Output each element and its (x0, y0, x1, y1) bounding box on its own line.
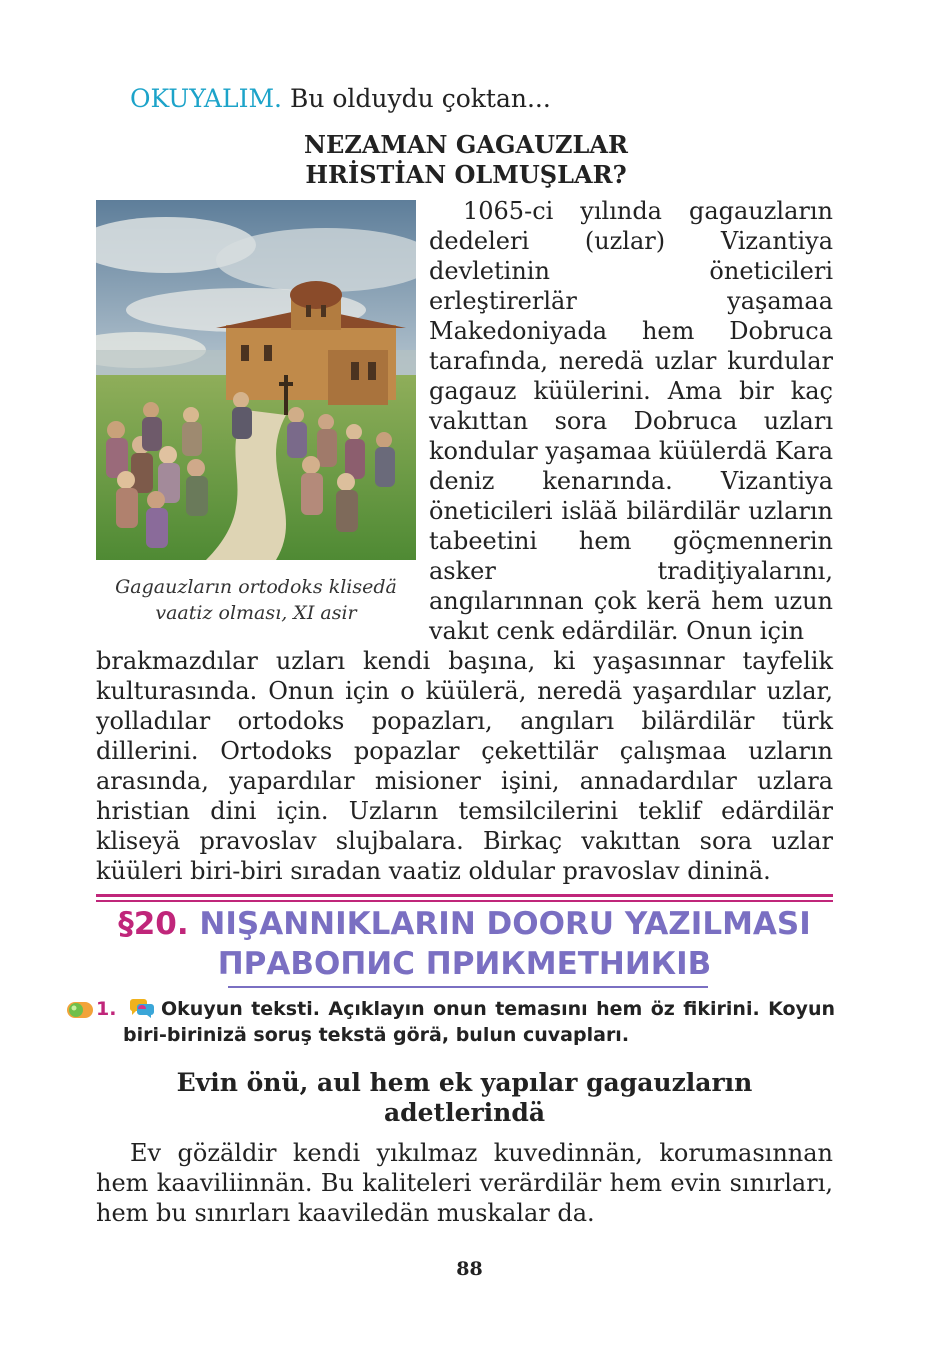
subsection-paragraph-text: Ev gözäldir kendi yıkılmaz kuvedinnän, korumasınnan hem kaaviliinnän. Bu kaliteleri verärdilär hem evin sınırları, hem bu sınırları kaaviledän muskalar da. (96, 1139, 833, 1227)
intro-text: Bu olduydu çoktan... (282, 84, 551, 113)
story-title-line1: NEZAMAN GAGAUZLAR (304, 130, 628, 159)
subsection-title-line1: Evin önü, aul hem ek yapılar gagauzların (176, 1068, 753, 1097)
intro-line (130, 84, 551, 113)
subsection-title (96, 1068, 833, 1128)
section-number: §20. (118, 906, 189, 942)
figure-caption-line1: Gagauzların ortodoks klisedä (115, 576, 397, 598)
story-paragraph-wrapped-text: 1065-ci yılında gagauzların dedeleri (uzlar) Vizantiya devletinin öneticileri erleştirerlär yaşamaa Makedoniyada hem Dobruca tarafında, neredä uzlar kurdular gagauz küülerini. Ama bir kaç vakıttan sora Dobruca uzları kondular yaşamaa küülerdä Kara deniz kenarında. Vizantiya öneticileri isläă bilärdilär uzların tabeetini hem göçmennerin asker tradiţiyalarını, angılarınnan çok kerä hem uzun vakıt cenk edärdilär. Onun için (429, 197, 833, 645)
figure-caption (96, 574, 416, 626)
task-bullet-icon (67, 1001, 93, 1019)
section-heading-underline (228, 986, 708, 988)
section-divider-top (96, 894, 833, 897)
section-title-line2: ПРАВОПИС ПРИКМЕТНИКІВ (217, 946, 712, 982)
intro-label: OKUYALIM. (130, 84, 282, 113)
task-text (123, 996, 835, 1048)
task-number: 1. (96, 998, 117, 1020)
section-divider-bottom (96, 900, 833, 902)
story-title (96, 130, 836, 190)
story-paragraph-full: brakmazdılar uzları kendi başına, ki yaşasınnar tayfelik kulturasında. Onun için o küülerä, neredä yaşardılar uzlar, yolladılar ortodoks popazları, angıları bilärdilär türk dillerini. Ortodoks popazlar çekettilär çalışmaa uzların arasında, yapardılar misioner işini, annadardılar uzlara hristian dini için. Uzların temsilcilerini teklif edärdilär kliseyä pravoslav slujbalara. Birkaç vakıttan sora uzlar küüleri biri-biri sıradan vaatiz oldular pravoslav dininä. (96, 647, 833, 885)
church-painting-image (96, 200, 416, 560)
story-paragraph-wrapped (429, 196, 833, 646)
task-text-content: Okuyun teksti. Açıklayın onun temasını hem öz fikirini. Koyun biri-birinizä soruş tekstä görä, bulun cuvapları. (123, 998, 835, 1046)
subsection-paragraph (96, 1138, 833, 1228)
section-heading (96, 904, 833, 984)
section-title-line1: NIŞANNIKLARIN DOORU YAZILMASI (188, 906, 811, 942)
subsection-title-line2: adetlerindä (383, 1098, 546, 1127)
section-heading-line1 (96, 904, 833, 944)
page-number: 88 (456, 1258, 483, 1280)
story-title-line2: HRİSTİAN OLMUŞLAR? (305, 160, 627, 189)
figure-caption-line2: vaatiz olması, XI asir (155, 602, 357, 624)
